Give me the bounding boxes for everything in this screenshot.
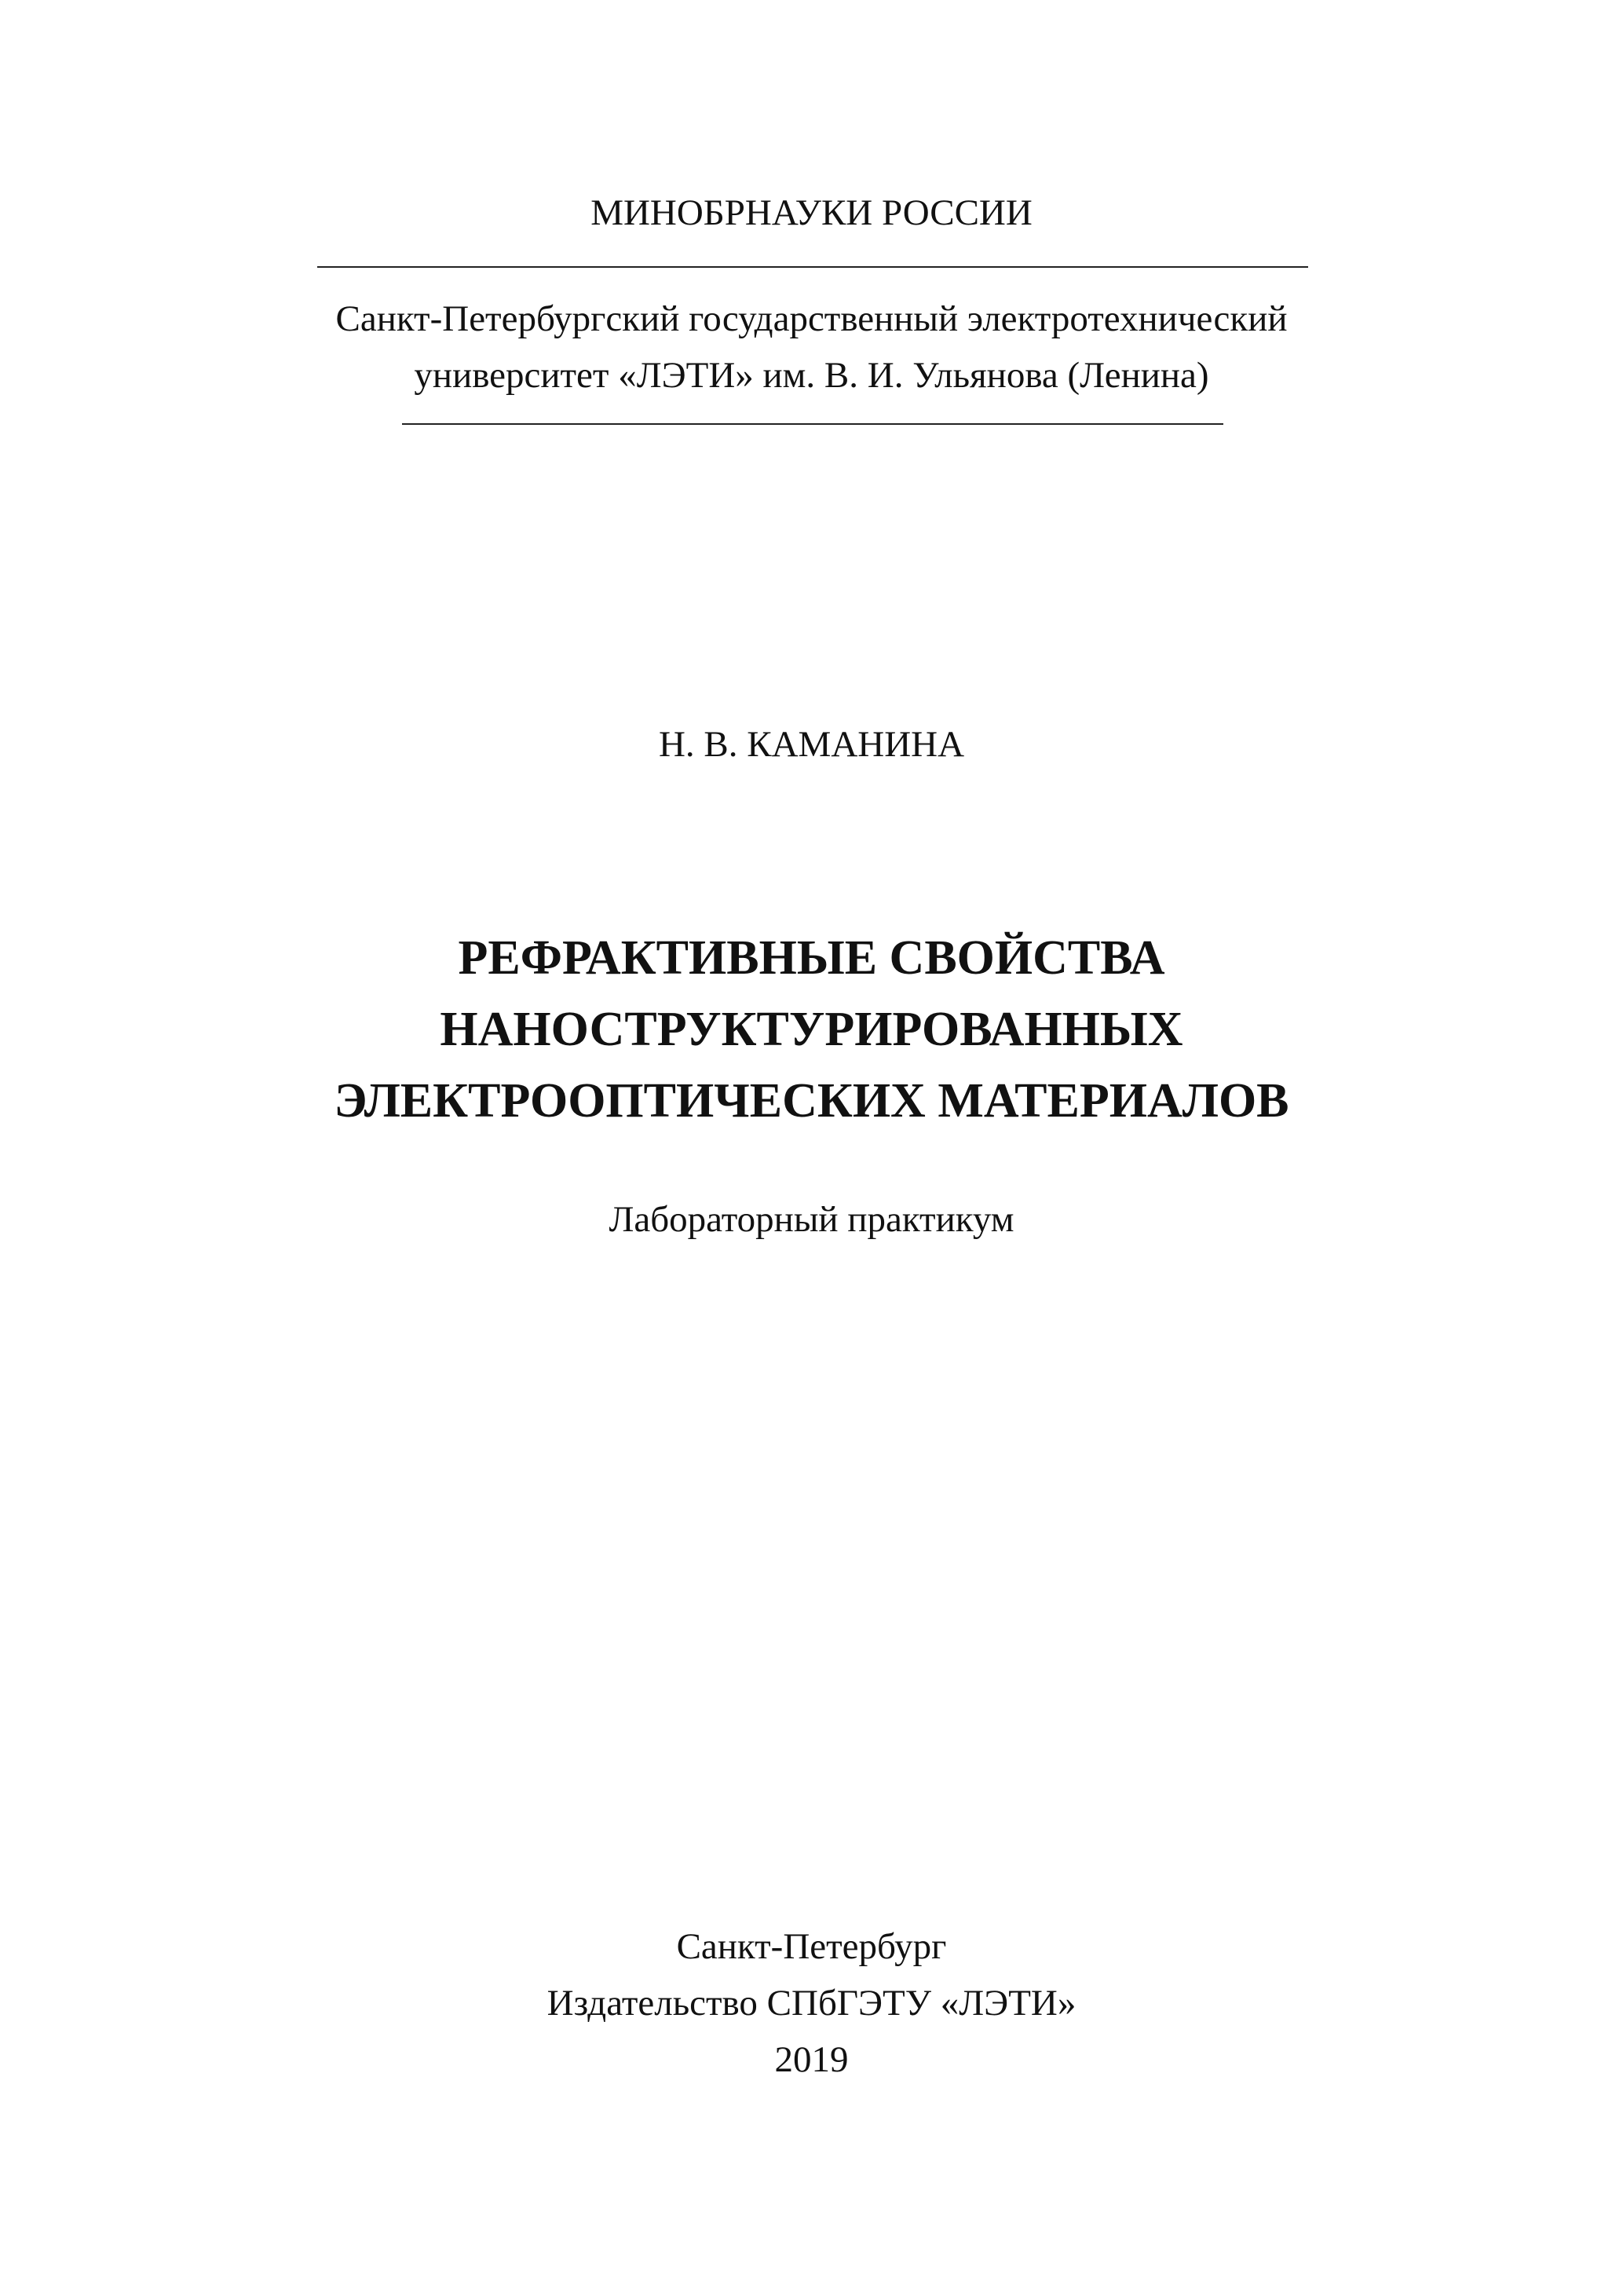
header-divider-bottom (402, 423, 1223, 425)
header-divider-top (317, 266, 1308, 268)
university-name-line2: университет «ЛЭТИ» им. В. И. Ульянова (Ленина) (414, 355, 1209, 396)
ministry-heading: МИНОБРНАУКИ РОССИИ (590, 192, 1033, 233)
imprint-publisher: Издательство СПбГЭТУ «ЛЭТИ» (546, 1983, 1077, 2024)
author-name: Н. В. КАМАНИНА (658, 724, 965, 765)
book-title-line2: НАНОСТРУКТУРИРОВАННЫХ (440, 1003, 1183, 1056)
book-subtitle: Лабораторный практикум (609, 1199, 1014, 1240)
imprint-city: Санкт-Петербург (676, 1926, 947, 1967)
imprint-year: 2019 (774, 2039, 849, 2080)
book-title-line3: ЭЛЕКТРООПТИЧЕСКИХ МАТЕРИАЛОВ (334, 1074, 1289, 1128)
university-name-line1: Санкт-Петербургский государственный электротехнический (335, 298, 1288, 339)
book-title-line1: РЕФРАКТИВНЫЕ СВОЙСТВА (458, 931, 1165, 985)
